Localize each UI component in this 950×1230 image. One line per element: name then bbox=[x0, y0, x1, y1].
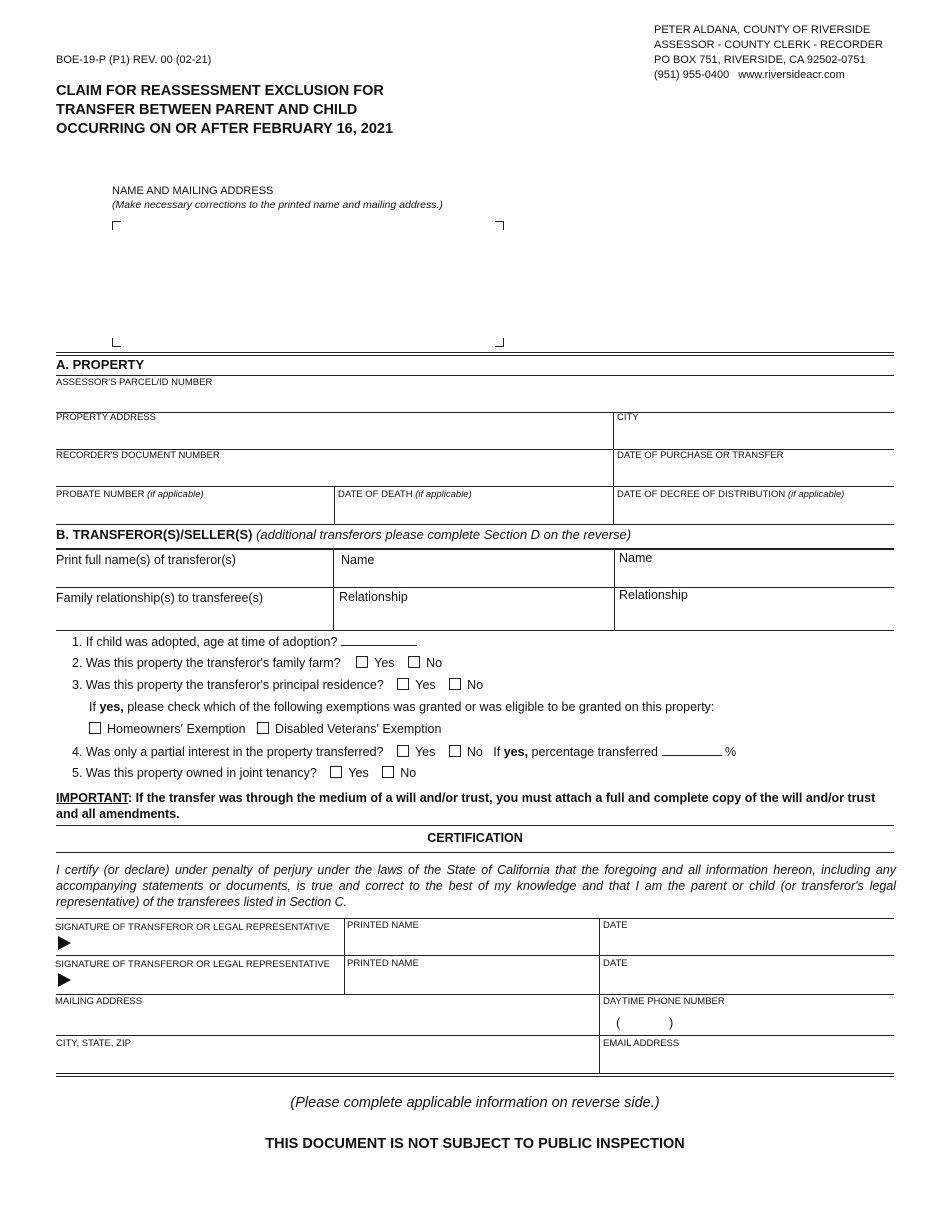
city-label: CITY bbox=[617, 412, 639, 423]
email-label: EMAIL ADDRESS bbox=[603, 1038, 680, 1049]
question-4 bbox=[72, 744, 736, 759]
q2-no-checkbox[interactable] bbox=[408, 656, 420, 668]
q3-text: 3. Was this property the transferor's principal residence? bbox=[72, 678, 384, 692]
section-b-rule bbox=[56, 548, 894, 550]
probate-field[interactable] bbox=[56, 502, 332, 523]
section-b-divider-2 bbox=[614, 549, 615, 630]
sig-rule-2 bbox=[56, 955, 894, 956]
date-death-label-text: DATE OF DEATH bbox=[338, 489, 413, 500]
mailing-corner-br bbox=[495, 338, 504, 347]
signature-label-1: SIGNATURE OF TRANSFEROR OR LEGAL REPRESENTATIVE bbox=[55, 922, 331, 933]
row-rule-4 bbox=[56, 524, 894, 525]
office-contact bbox=[654, 68, 883, 83]
probate-label-text: PROBATE NUMBER bbox=[56, 489, 145, 500]
mailing-address-label: MAILING ADDRESS bbox=[55, 996, 143, 1007]
adoption-age-field[interactable] bbox=[341, 634, 417, 646]
probate-label bbox=[56, 489, 204, 500]
form-title bbox=[56, 82, 393, 139]
title-line-3: OCCURRING ON OR AFTER FEBRUARY 16, 2021 bbox=[56, 121, 394, 137]
property-address-field[interactable] bbox=[56, 425, 611, 448]
section-b-note: (additional transferors please complete Section D on the reverse) bbox=[256, 527, 632, 542]
veterans-checkbox[interactable] bbox=[257, 722, 269, 734]
q4-yes-label: Yes bbox=[414, 745, 436, 759]
date-decree-label-text: DATE OF DECREE OF DISTRIBUTION bbox=[617, 489, 786, 500]
section-b-row-rule bbox=[56, 587, 894, 588]
signature-field-1[interactable] bbox=[76, 935, 342, 954]
office-web: www.riversideacr.com bbox=[738, 69, 845, 81]
mailing-corner-bl bbox=[112, 338, 121, 347]
q4-text: 4. Was only a partial interest in the property transferred? bbox=[72, 745, 384, 759]
q4-yes-bold: yes, bbox=[503, 745, 529, 759]
sig-divider-1 bbox=[344, 918, 345, 995]
city-divider bbox=[613, 412, 614, 524]
arrow-icon bbox=[58, 973, 71, 987]
important-text: : If the transfer was through the medium of a will and/or trust, you must attach a full and complete copy of the will and/or trust and all amendments. bbox=[56, 791, 876, 821]
printed-name-label-2: PRINTED NAME bbox=[347, 958, 419, 969]
title-line-1: CLAIM FOR REASSESSMENT EXCLUSION FOR bbox=[56, 83, 384, 99]
row-rule-3 bbox=[56, 486, 894, 487]
q5-yes-checkbox[interactable] bbox=[330, 766, 342, 778]
homeowners-label: Homeowners' Exemption bbox=[107, 722, 246, 736]
question-1 bbox=[72, 634, 417, 649]
printed-name-field-1[interactable] bbox=[347, 935, 597, 954]
relationship-label-1: Relationship bbox=[339, 590, 408, 604]
mailing-address-field[interactable] bbox=[56, 1010, 597, 1034]
important-lead: IMPORTANT bbox=[56, 791, 128, 805]
mailing-corner-tr bbox=[495, 221, 504, 230]
sig-rule-4 bbox=[56, 1035, 894, 1036]
email-field[interactable] bbox=[602, 1051, 894, 1072]
q2-yes-label: Yes bbox=[374, 656, 395, 670]
certification-rule bbox=[56, 852, 894, 853]
transferor-name-field-1[interactable] bbox=[336, 570, 612, 586]
signature-field-2[interactable] bbox=[76, 972, 342, 992]
q2-no-label: No bbox=[426, 656, 443, 670]
question-2 bbox=[72, 656, 442, 670]
date-label-1: DATE bbox=[603, 920, 628, 931]
public-inspection-note: THIS DOCUMENT IS NOT SUBJECT TO PUBLIC INSPECTION bbox=[265, 1136, 685, 1152]
transferor-names-label: Print full name(s) of transferor(s) bbox=[56, 553, 236, 567]
sig-divider-2 bbox=[599, 918, 600, 1074]
q2-text: 2. Was this property the transferor's family farm? bbox=[72, 656, 341, 670]
certification-text: I certify (or declare) under penalty of perjury under the laws of the State of California that the foregoing and all information hereon, including any accompanying statements or documents, is true and correct to the best of my knowledge and that I am the parent or child (or transferor's legal representative) of the transferees listed in Section C. bbox=[56, 863, 896, 909]
section-b-title-text: B. TRANSFEROR(S)/SELLER(S) bbox=[56, 527, 253, 542]
date-death-field[interactable] bbox=[337, 502, 611, 523]
date-purchase-label: DATE OF PURCHASE OR TRANSFER bbox=[617, 450, 784, 461]
date-death-label bbox=[338, 489, 472, 500]
date-death-note: (if applicable) bbox=[415, 489, 472, 500]
parcel-field[interactable] bbox=[56, 390, 894, 412]
sig-rule-3 bbox=[56, 994, 894, 995]
section-b-divider-1 bbox=[333, 549, 334, 630]
q3-no-label: No bbox=[467, 678, 484, 692]
q1-text: 1. If child was adopted, age at time of adoption? bbox=[72, 635, 338, 649]
date-decree-field[interactable] bbox=[616, 502, 894, 523]
arrow-icon bbox=[58, 936, 71, 950]
mailing-address-area[interactable] bbox=[120, 230, 492, 335]
printed-name-label-1: PRINTED NAME bbox=[347, 920, 419, 931]
q5-yes-label: Yes bbox=[348, 766, 369, 780]
transferor-name-label-2: Name bbox=[619, 551, 653, 565]
q5-no-checkbox[interactable] bbox=[382, 766, 394, 778]
q4-no-checkbox[interactable] bbox=[449, 745, 461, 757]
q5-no-label: No bbox=[400, 766, 417, 780]
transferor-name-label-1: Name bbox=[341, 553, 375, 567]
section-a-rule-top bbox=[56, 352, 894, 353]
relationship-row-label: Family relationship(s) to transferee(s) bbox=[56, 591, 264, 605]
q4-yes-checkbox[interactable] bbox=[397, 745, 409, 757]
probate-divider bbox=[334, 486, 335, 524]
title-line-2: TRANSFER BETWEEN PARENT AND CHILD bbox=[56, 102, 358, 118]
city-state-zip-field[interactable] bbox=[56, 1051, 597, 1072]
mailing-label: NAME AND MAILING ADDRESS bbox=[112, 185, 274, 197]
q3-no-checkbox[interactable] bbox=[449, 678, 461, 690]
city-field[interactable] bbox=[616, 425, 894, 448]
printed-name-field-2[interactable] bbox=[347, 972, 597, 992]
homeowners-checkbox[interactable] bbox=[89, 722, 101, 734]
section-b-bottom-rule bbox=[56, 630, 894, 631]
phone-label: DAYTIME PHONE NUMBER bbox=[603, 996, 725, 1007]
section-a-rule-top-2 bbox=[56, 355, 894, 356]
certification-title: CERTIFICATION bbox=[427, 831, 523, 845]
q5-text: 5. Was this property owned in joint tenancy? bbox=[72, 766, 317, 780]
sig-rule-1 bbox=[56, 918, 894, 919]
q3-rest: please check which of the following exemptions was granted or was eligible to be granted on this property: bbox=[127, 700, 715, 714]
q4-if: If bbox=[493, 745, 501, 759]
date-decree-note: (if applicable) bbox=[787, 489, 845, 500]
date-field-2[interactable] bbox=[602, 972, 894, 992]
office-phone: (951) 955-0400 bbox=[654, 69, 730, 81]
q4-rest: percentage transferred bbox=[531, 745, 659, 759]
office-line-3: PO BOX 751, RIVERSIDE, CA 92502-0751 bbox=[654, 54, 866, 66]
q3-if: If bbox=[89, 700, 96, 714]
signature-label-2: SIGNATURE OF TRANSFEROR OR LEGAL REPRESENTATIVE bbox=[55, 959, 331, 970]
percentage-field[interactable] bbox=[662, 744, 722, 756]
office-address bbox=[654, 23, 883, 83]
form-code: BOE-19-P (P1) REV. 00 (02-21) bbox=[56, 54, 212, 66]
important-note bbox=[56, 790, 896, 822]
mailing-note: (Make necessary corrections to the printed name and mailing address.) bbox=[112, 199, 443, 211]
recorder-doc-label: RECORDER'S DOCUMENT NUMBER bbox=[56, 450, 220, 461]
relationship-field-1[interactable] bbox=[336, 607, 612, 628]
city-state-zip-label: CITY, STATE, ZIP bbox=[56, 1038, 131, 1049]
sig-rule-bottom bbox=[56, 1073, 894, 1074]
probate-note: (if applicable) bbox=[147, 489, 204, 500]
q3-yes-bold: yes, bbox=[99, 700, 124, 714]
property-address-label: PROPERTY ADDRESS bbox=[56, 412, 156, 423]
date-purchase-field[interactable] bbox=[616, 463, 894, 486]
section-a-rule bbox=[56, 375, 894, 376]
phone-paren-close: ) bbox=[669, 1015, 674, 1030]
veterans-label: Disabled Veterans' Exemption bbox=[275, 722, 442, 736]
date-decree-label bbox=[617, 489, 844, 500]
recorder-doc-field[interactable] bbox=[56, 463, 611, 486]
parcel-label: ASSESSOR'S PARCEL/ID NUMBER bbox=[56, 377, 213, 388]
reverse-side-note: (Please complete applicable information on reverse side.) bbox=[290, 1095, 660, 1111]
transferor-name-field-2[interactable] bbox=[617, 570, 894, 586]
question-3 bbox=[72, 678, 483, 692]
date-label-2: DATE bbox=[603, 958, 628, 969]
section-b-title bbox=[56, 527, 631, 542]
section-a-title: A. PROPERTY bbox=[56, 357, 145, 372]
question-5 bbox=[72, 766, 416, 780]
q4-pct: % bbox=[724, 745, 737, 759]
mailing-corner-tl bbox=[112, 221, 121, 230]
row-rule-1 bbox=[56, 412, 894, 413]
office-line-1: PETER ALDANA, COUNTY OF RIVERSIDE bbox=[654, 24, 871, 36]
q3-yes-checkbox[interactable] bbox=[397, 678, 409, 690]
phone-paren-open: ( bbox=[616, 1015, 621, 1030]
date-field-1[interactable] bbox=[602, 935, 894, 954]
certification-rule-top bbox=[56, 825, 894, 826]
relationship-label-2: Relationship bbox=[619, 588, 688, 602]
question-3-exemptions bbox=[85, 722, 441, 736]
q3-yes-label: Yes bbox=[415, 678, 436, 692]
sig-rule-bottom-2 bbox=[56, 1076, 894, 1077]
relationship-field-2[interactable] bbox=[617, 607, 894, 628]
q4-no-label: No bbox=[466, 745, 483, 759]
office-line-2: ASSESSOR - COUNTY CLERK - RECORDER bbox=[654, 39, 884, 51]
q2-yes-checkbox[interactable] bbox=[356, 656, 368, 668]
question-3-followup bbox=[89, 700, 714, 714]
phone-field[interactable] bbox=[602, 1010, 894, 1034]
